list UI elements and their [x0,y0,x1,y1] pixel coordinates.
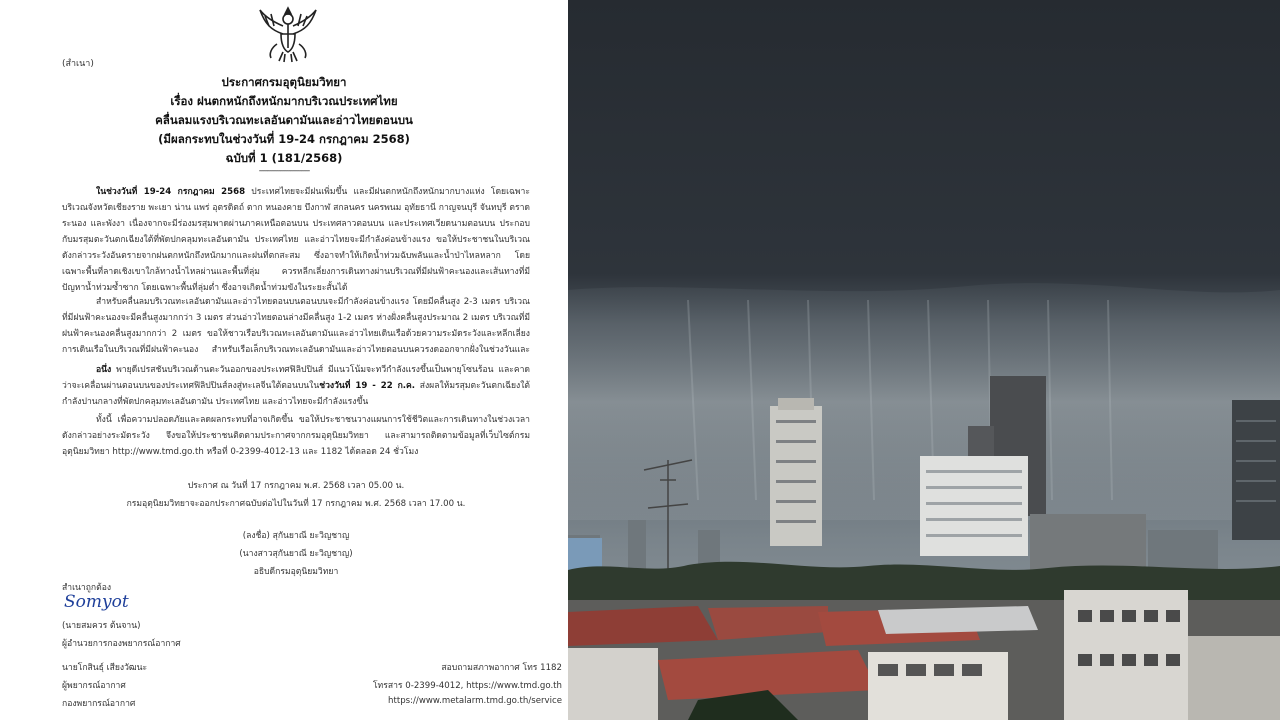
building-white [920,456,1028,556]
announced-date: ประกาศ ณ วันที่ 17 กรกฎาคม พ.ศ. 2568 เวลา 05.00 น. [187,481,405,491]
paragraph-1-body: ประเทศไทยจะมีฝนเพิ่มขึ้น และมีฝนตกหนักถึงหนักมากบางแห่ง โดยเฉพาะบริเวณจังหวัดเชียงราย พะเยา น่าน แพร่ อุตรดิตถ์ ตาก หนองคาย บึงกาฬ สกลนคร นครพนม อุทัยธานี กาญจนบุรี จันทบุรี ตราด ระนอง และพังงา เนื่องจากจะมีร่องมรสุมพาดผ่านภาคเหนือตอนบน ประเทศลาวตอนบน และประเทศเวียดนามตอนบน ประกอบกับมรสุมตะวันตกเฉียงใต้ที่พัดปกคลุมทะเลอันดามัน ประเทศไทย และอ่าวไทยจะมีกำลังค่อนข้างแรง ขอให้ประชาชนในบริเวณดังกล่าวระวังอันตรายจากฝนตกหนักถึงหนักมากและฝนที่ตกสะสม ซึ่งอาจทำให้เกิดน้ำท่วมฉับพลันและน้ำป่าไหลหลาก โดยเฉพาะพื้นที่ลาดเชิงเขาใกล้ทางน้ำไหลผ่านและพื้นที่ลุ่ม ควรหลีกเลี่ยงการเดินทางผ่านบริเวณที่มีฝนฟ้าคะนองและเส้นทางที่มีปัญหาน้ำท่วมซ้ำซาก โดยเฉพาะพื้นที่ลุ่มต่ำ ซึ่งอาจเกิดน้ำท่วมขังในระยะสั้นได้ [62,187,530,292]
tower-right [1232,400,1280,540]
paragraph-3-body-a: พายุดีเปรสชันบริเวณด้านตะวันออกของประเทศฟิลิปปินส์ มีแนวโน้มจะทวีกำลังแรงขึ้นเป็นพายุโซนร้อน และคาดว่าจะเคลื่อนผ่านตอนบนของประเทศฟิลิปปินส์ลงสู่ทะเลจีนใต้ตอนบนใน [62,365,530,391]
next-issue: กรมอุตุนิยมวิทยาจะออกประกาศฉบับต่อไปในวันที่ 17 กรกฎาคม พ.ศ. 2568 เวลา 17.00 น. [126,499,466,509]
paragraph-3-body-b: ส่งผลให้มรสุมตะวันตกเฉียงใต้กำลังปานกลางที่พัดปกคลุมทะเลอันดามัน ประเทศไทย และอ่าวไทยจะมีกำลังแรงขึ้น [62,381,530,407]
storm-city-photo [568,0,1280,720]
foreground-rooftops [568,590,1280,720]
copy-label: (สำเนา) [62,59,94,69]
contact-fax: โทรสาร 0-2399-4012, https://www.tmd.go.th [372,681,562,691]
effective-period: (มีผลกระทบในช่วงวันที่ 19-24 กรกฎาคม 2568) [158,132,410,146]
paragraph-3 [62,362,530,410]
title-divider: ------------------------ [258,166,310,176]
document-subject-2: คลื่นลมแรงบริเวณทะเลอันดามันและอ่าวไทยตอนบน [155,113,413,127]
paragraph-3-date: ช่วงวันที่ 19 - 22 ก.ค. [319,381,416,391]
certifier-name: (นายสมควร ต้นจาน) [62,621,141,631]
paragraph-3-lead: อนึ่ง [96,365,112,375]
forecaster-name: นายโกสินธุ์ เสียงวัฒนะ [62,663,148,673]
certifier-title: ผู้อำนวยการกองพยากรณ์อากาศ [62,639,181,649]
document-title: ประกาศกรมอุตุนิยมวิทยา [221,75,347,89]
paragraph-1 [62,184,530,292]
signed-name: (นางสาวสุกันยาณี ยะวิญชาญ) [239,549,353,559]
issue-number: ฉบับที่ 1 (181/2568) [225,151,343,165]
signed-line: (ลงชื่อ) สุกันยาณี ยะวิญชาญ [242,531,350,541]
announcement-document [0,0,568,720]
paragraph-4: ทั้งนี้ เพื่อความปลอดภัยและลดผลกระทบที่อาจเกิดขึ้น ขอให้ประชาชนวางแผนการใช้ชีวิตและการเดินทางในช่วงเวลาดังกล่าวอย่างระมัดระวัง จึงขอให้ประชาชนติดตามประกาศจากกรมอุตุนิยมวิทยา และสามารถติดตามข้อมูลที่เว็บไซต์กรมอุตุนิยมวิทยา http://www.tmd.go.th หรือที่ 0-2399-4012-13 และ 1182 ได้ตลอด 24 ชั่วโมง [62,415,530,457]
forecaster-dept: กองพยากรณ์อากาศ [62,699,136,709]
certified-label: สำเนาถูกต้อง [62,583,112,593]
storm-photo-svg [568,0,1280,720]
document-subject: เรื่อง ฝนตกหนักถึงหนักมากบริเวณประเทศไทย [170,94,398,108]
garuda-emblem-icon [257,4,319,64]
paragraph-2: สำหรับคลื่นลมบริเวณทะเลอันดามันและอ่าวไทยตอนบนตอนบนจะมีกำลังค่อนข้างแรง โดยมีคลื่นสูง 2-3 เมตร บริเวณที่มีฝนฟ้าคะนองจะมีคลื่นสูงมากกว่า 3 เมตร ส่วนอ่าวไทยตอนล่างมีคลื่นสูง 1-2 เมตร ห่างฝั่งคลื่นสูงประมาณ 2 เมตร บริเวณที่มีฝนฟ้าคะนองคลื่นสูงมากกว่า 2 เมตร ขอให้ชาวเรือบริเวณทะเลอันดามันและอ่าวไทยเดินเรือด้วยความระมัดระวังและหลีกเลี่ยงการเดินเรือในบริเวณที่มีฝนฟ้าคะนอง สำหรับเรือเล็กบริเวณทะเลอันดามันและอ่าวไทยตอนบนควรงดออกจากฝั่งในช่วงวันและ [62,297,530,355]
tower-left [770,398,822,546]
handwritten-signature: Somyot [64,592,129,612]
contact-website: https://www.metalarm.tmd.go.th/service [388,696,562,706]
paragraph-1-lead: ในช่วงวันที่ 19-24 กรกฎาคม 2568 [96,187,246,197]
signed-title: อธิบดีกรมอุตุนิยมวิทยา [253,567,339,577]
forecaster-title: ผู้พยากรณ์อากาศ [62,681,126,691]
contact-hotline: สอบถามสภาพอากาศ โทร 1182 [441,663,562,673]
